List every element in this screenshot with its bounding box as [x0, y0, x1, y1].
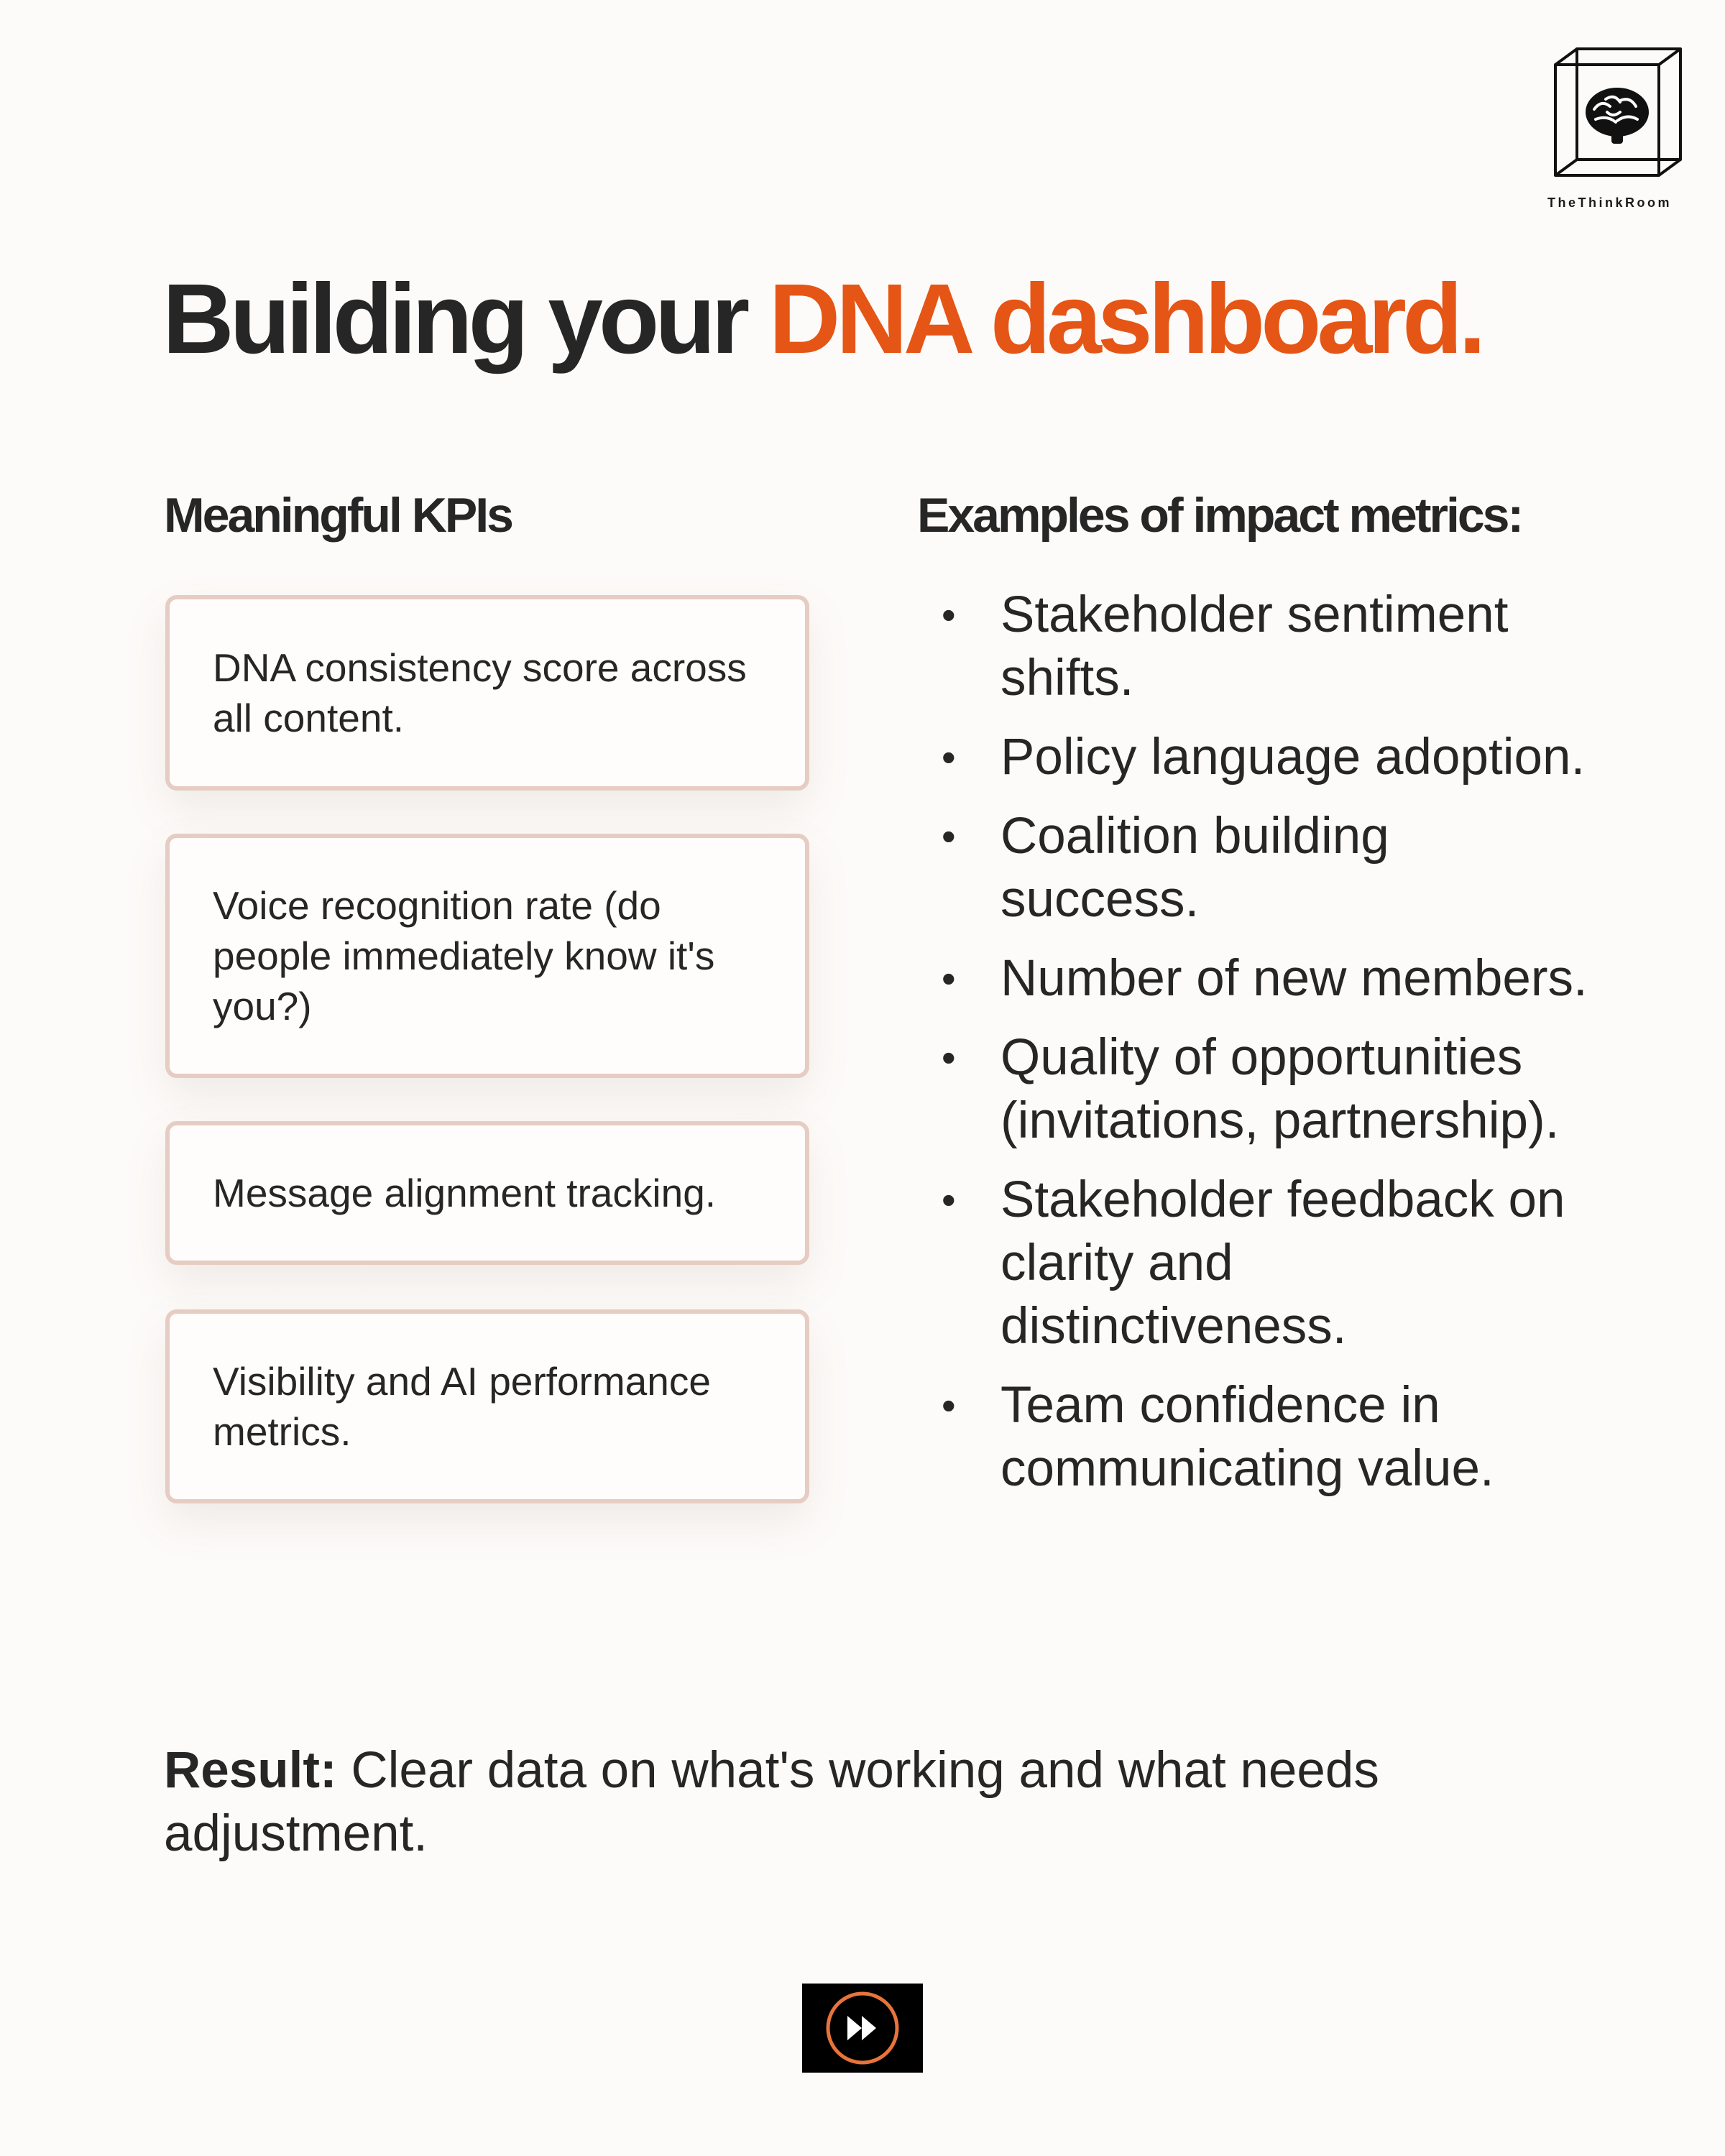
kpi-card [165, 595, 809, 791]
brand-logo [1545, 43, 1689, 187]
list-item-text: Stakeholder feedback on clarity and distinctiveness. [1000, 1171, 1565, 1355]
list-item [942, 1169, 1588, 1358]
list-item [942, 1026, 1588, 1153]
kpi-card [165, 1121, 809, 1265]
list-item-text: Number of new members. [1000, 950, 1588, 1007]
fast-forward-icon [823, 1989, 902, 2068]
bullet-icon: • [942, 956, 956, 1001]
result-statement [164, 1739, 1530, 1866]
list-item [942, 726, 1588, 789]
kpi-card [165, 1309, 809, 1503]
brain-in-cube-icon [1545, 43, 1689, 187]
list-item [942, 1374, 1588, 1501]
list-item [942, 805, 1588, 931]
list-item-text: Stakeholder sentiment shifts. [1000, 586, 1509, 706]
list-item-text: Team confidence in communicating value. [1000, 1377, 1494, 1497]
brand-name: TheThinkRoom [1547, 195, 1672, 210]
kpi-card-text: Voice recognition rate (do people immediately know it's you?) [213, 883, 715, 1028]
kpi-card-text: Message alignment tracking. [213, 1171, 717, 1215]
list-item-text: Coalition building success. [1000, 808, 1389, 928]
list-item [942, 947, 1588, 1010]
title-main: Building your [162, 264, 746, 374]
kpis-heading: Meaningful KPIs [164, 488, 512, 543]
bullet-icon: • [942, 1177, 956, 1222]
list-item-text: Policy language adoption. [1000, 729, 1586, 786]
metrics-heading: Examples of impact metrics: [917, 488, 1522, 543]
list-item-text: Quality of opportunities (invitations, partnership). [1000, 1029, 1560, 1149]
list-item [942, 584, 1588, 710]
title-accent: DNA dashboard. [768, 264, 1482, 374]
result-text: Clear data on what's working and what needs adjustment. [164, 1742, 1379, 1862]
kpi-card [165, 834, 809, 1078]
bullet-icon: • [942, 1383, 956, 1428]
bullet-icon: • [942, 734, 956, 780]
next-slide-button[interactable] [802, 1984, 923, 2073]
bullet-icon: • [942, 592, 956, 637]
page-title [162, 264, 1482, 374]
bullet-icon: • [942, 1035, 956, 1080]
kpi-card-text: DNA consistency score across all content. [213, 645, 747, 740]
kpi-card-text: Visibility and AI performance metrics. [213, 1359, 711, 1454]
result-label: Result: [164, 1742, 337, 1799]
metrics-list [942, 584, 1588, 1516]
bullet-icon: • [942, 814, 956, 859]
